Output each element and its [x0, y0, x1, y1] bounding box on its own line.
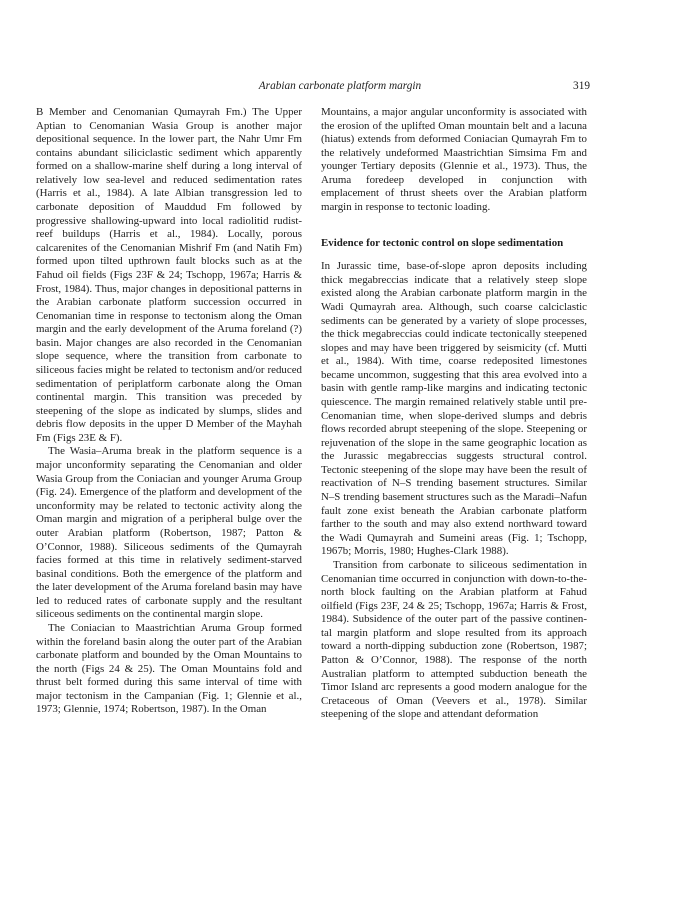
body-paragraph: B Member and Cenomanian Qumayrah Fm.) The Upper Aptian to Cenomanian Wasia Group is another major depositional sequence. In the lower part, the Nahr Umr Fm contains abundant siliciclastic sediment which apparently formed on a shallow-marine shelf during a long interval of relatively low sea-level and reduced sedimentation rates (Harris et al., 1984). A late Albian transgression led to carbonate deposition of Mauddud Fm followed by progressive shallowing-upward into local radiolitid rudist-reef buildups (Harris et al., 1984). Locally, porous calcarenites of the Cenomanian Mishrif Fm (and Natih Fm) formed upon tilted upthrown fault blocks such as at the Fahud oil fields (Figs 23F & 24; Tschopp, 1967a; Harris & Frost, 1984). Thus, major changes in depositional patterns in the Arabian carbonate platform succession occurred in Cenomanian time in response to tectonism along the Oman margin and the early development of the Aruma foreland (?) basin. Major changes are also recorded in the Cenomanian slope sequence, where the transition from carbonate to siliceous facies might be related to tectonism and/or reduced sedimentation of periplatform carbonate along the Oman continental margin. This transition was preceded by steepening of the slope as indicated by slumps, slides and debris flow deposits in the upper D Member of the Mayhah Fm (Figs 23E & F).: [36, 106, 302, 444]
body-paragraph: Transition from carbonate to siliceous sedimentation in Cenomanian time occurred in conjunction with down-to-the-north block faulting on the Arabian platform at Fahud oilfield (Figs 23F, 24 & 25; Tschopp, 1967a; Harris & Frost, 1984). Subsidence of the outer part of the passive continental margin platform and slope resulted from its approach toward a north-dipping subduction zone (Robertson, 1987; Patton & O’Connor, 1988). The response of the north Australian platform to attempted subduction beneath the Timor Island arc represents a good modern analogue for the Cretaceous of Oman (Veevers et al., 1978). Similar steepening of the slope and attendant deformation: [321, 558, 587, 721]
body-paragraph: The Wasia–Aruma break in the platform sequence is a major unconformity separating the Cenomanian and older Wasia Group from the Coniacian and younger Aruma Group (Fig. 24). Emergence of the platform and development of the unconformity may be related to tectonic activity along the Oman margin and migration of a peripheral bulge over the outer Arabian platform (Robertson, 1987; Patton & O’Connor, 1988). Siliceous sediments of the Qumayrah facies formed at this time in relatively sediment-starved basinal conditions. Both the emergence of the platform and the later development of the Aruma foreland basin may have led to reduced rates of carbonate supply and the resultant siliceous sediments on the continental margin slope.: [36, 445, 302, 621]
body-paragraph: In Jurassic time, base-of-slope apron deposits including thick megabreccias indicate that a relatively steep slope existed along the Arabian carbonate platform margin in the Wadi Qumayrah area. Although, such coarse calciclastic sediments can be generated by a variety of slope processes, the thick megabreccias could indicate tectonically steepened slopes and may have been triggered by seismicity (cf. Mutti et al., 1984). With time, coarse redeposited limestones became uncommon, suggesting that this area evolved into a basin with gentle ramp-like margins and indicating tectonic quiescence. The margin remained relatively stable until pre-Cenomanian time, when slope-derived slumps and debris flows recorded abrupt steepening of the slope. Steepening or rejuvenation of the slope in the same geographic location as the Jurassic megabreccias suggests structural control. Tectonic steepening of the slope may have been the result of reactivation of N–S trending basement structures. Similar N–S trending basement structures such as the Maradi–Nafun fault zone exist beneath the Arabian carbonate platform farther to the south and may also extend northward toward the Wadi Qumayrah and Sumeini areas (Fig. 1; Tschopp, 1967b; Morris, 1980; Hughes-Clark 1988).: [321, 260, 587, 558]
right-column: [321, 106, 587, 722]
page-number: 319: [573, 80, 590, 92]
page-header: [30, 80, 650, 96]
running-title: Arabian carbonate platform margin: [258, 80, 422, 92]
body-paragraph: The Coniacian to Maastrichtian Aruma Group formed within the foreland basin along the outer part of the Arabian carbonate platform and bounded by the Oman Mountains to the north (Figs 24 & 25). The Oman Mountains fold and thrust belt formed during this same interval of time with major tectonism in the Campanian (Fig. 1; Glennie et al., 1973; Glennie, 1974; Robertson, 1987). In the Oman: [36, 621, 302, 716]
left-column: [36, 106, 302, 717]
body-paragraph: Mountains, a major angular unconformity is associated with the erosion of the uplifted Oman mountain belt and a lacuna (hiatus) extends from deformed Coniacian Qumayrah Fm to the relatively undeformed Maastrichtian Simsima Fm and younger Tertiary deposits (Glennie et al., 1973). Thus, the Aruma foredeep developed in conjunction with emplacement of thrust sheets over the Arabian platform margin in response to tectonic loading.: [321, 106, 587, 214]
section-heading: Evidence for tectonic control on slope sedimentation: [321, 236, 564, 249]
